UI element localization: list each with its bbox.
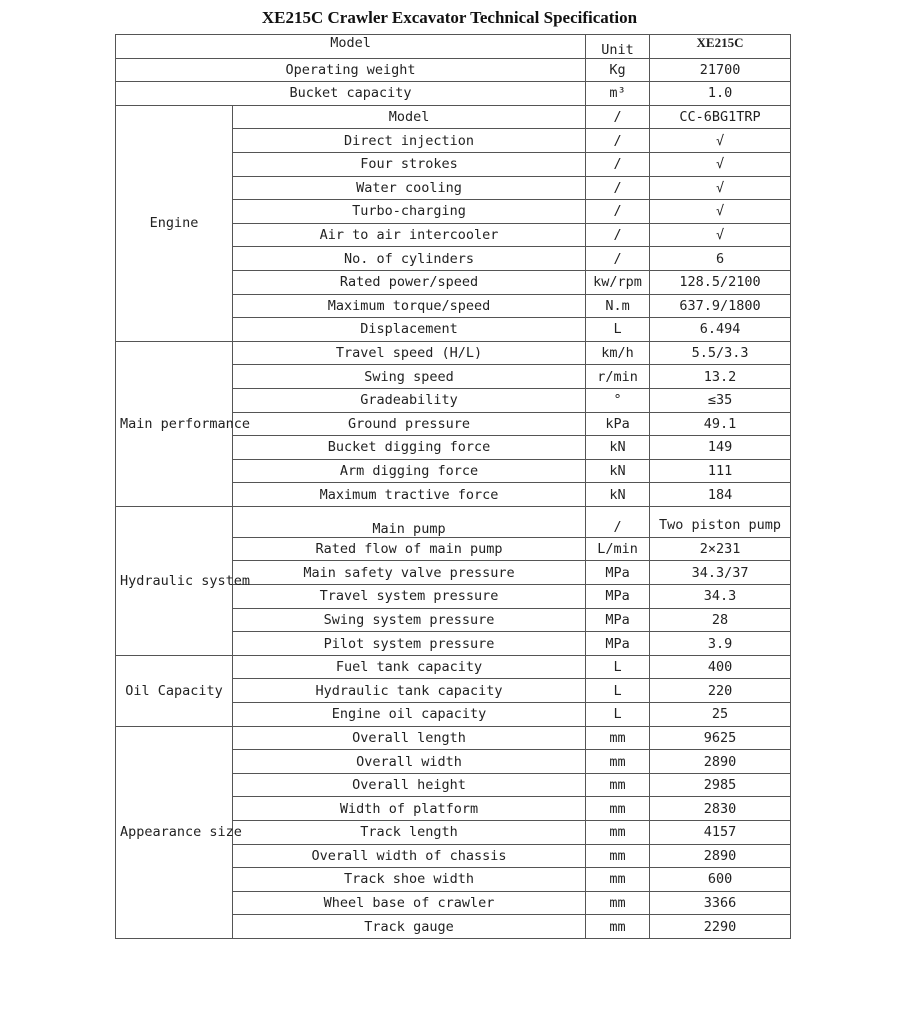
param-unit: mm [586, 868, 650, 892]
param-name: No. of cylinders [233, 247, 586, 271]
group-label: Main performance [116, 341, 233, 506]
param-name: Main safety valve pressure [233, 561, 586, 585]
table-row [116, 506, 791, 537]
param-value: 49.1 [650, 412, 791, 436]
param-name: Fuel tank capacity [233, 655, 586, 679]
param-unit: L [586, 655, 650, 679]
header-model: Model [116, 35, 586, 59]
param-unit: N.m [586, 294, 650, 318]
param-value: 220 [650, 679, 791, 703]
param-unit: kPa [586, 412, 650, 436]
param-value: 13.2 [650, 365, 791, 389]
param-unit: mm [586, 726, 650, 750]
param-value: 2890 [650, 844, 791, 868]
param-unit: L [586, 679, 650, 703]
param-unit: mm [586, 821, 650, 845]
param-name: Travel system pressure [233, 585, 586, 609]
param-name: Hydraulic tank capacity [233, 679, 586, 703]
param-value: 25 [650, 703, 791, 727]
param-unit: MPa [586, 632, 650, 656]
param-value: ≤35 [650, 388, 791, 412]
param-unit: km/h [586, 341, 650, 365]
param-unit: / [586, 176, 650, 200]
document-title: XE215C Crawler Excavator Technical Specification [261, 8, 638, 27]
param-unit: / [586, 152, 650, 176]
param-name: Displacement [233, 318, 586, 342]
param-unit: r/min [586, 365, 650, 389]
param-unit: / [586, 247, 650, 271]
param-value: 6 [650, 247, 791, 271]
param-value: 111 [650, 459, 791, 483]
param-value: 6.494 [650, 318, 791, 342]
param-name: Arm digging force [233, 459, 586, 483]
param-name: Air to air intercooler [233, 223, 586, 247]
param-unit: ° [586, 388, 650, 412]
param-value: √ [650, 176, 791, 200]
param-unit: MPa [586, 585, 650, 609]
param-name: Travel speed (H/L) [233, 341, 586, 365]
group-label: Appearance size [116, 726, 233, 938]
param-unit: L/min [586, 537, 650, 561]
param-value: 2985 [650, 773, 791, 797]
param-value: 3.9 [650, 632, 791, 656]
table-row [116, 341, 791, 365]
param-value: Two piston pump [650, 506, 791, 537]
param-unit: Kg [586, 58, 650, 82]
param-unit: L [586, 318, 650, 342]
param-name: Pilot system pressure [233, 632, 586, 656]
param-unit: mm [586, 773, 650, 797]
param-unit: mm [586, 750, 650, 774]
param-name: Overall width of chassis [233, 844, 586, 868]
param-name: Bucket digging force [233, 436, 586, 460]
group-label: Engine [116, 105, 233, 341]
param-value: 28 [650, 608, 791, 632]
param-name: Gradeability [233, 388, 586, 412]
param-unit: / [586, 223, 650, 247]
table-row [116, 58, 791, 82]
param-name: Swing speed [233, 365, 586, 389]
param-value: 1.0 [650, 82, 791, 106]
param-value: CC-6BG1TRP [650, 105, 791, 129]
param-value: 5.5/3.3 [650, 341, 791, 365]
param-value: √ [650, 200, 791, 224]
param-name: Overall length [233, 726, 586, 750]
param-value: 21700 [650, 58, 791, 82]
param-value: 400 [650, 655, 791, 679]
param-value: 637.9/1800 [650, 294, 791, 318]
param-value: 3366 [650, 891, 791, 915]
param-name: Track gauge [233, 915, 586, 939]
param-value: √ [650, 129, 791, 153]
param-name: Operating weight [116, 58, 586, 82]
header-model-value: XE215C [650, 35, 791, 59]
param-value: 2×231 [650, 537, 791, 561]
param-unit: mm [586, 844, 650, 868]
param-name: Track length [233, 821, 586, 845]
header-unit: Unit [586, 35, 650, 59]
param-name: Rated flow of main pump [233, 537, 586, 561]
param-value: √ [650, 223, 791, 247]
param-name: Model [233, 105, 586, 129]
param-name: Direct injection [233, 129, 586, 153]
table-row [116, 82, 791, 106]
param-value: 2890 [650, 750, 791, 774]
table-row [116, 726, 791, 750]
param-unit: mm [586, 891, 650, 915]
param-unit: kN [586, 436, 650, 460]
table-row [116, 655, 791, 679]
param-name: Width of platform [233, 797, 586, 821]
param-name: Water cooling [233, 176, 586, 200]
param-name: Overall height [233, 773, 586, 797]
param-name: Wheel base of crawler [233, 891, 586, 915]
param-value: 4157 [650, 821, 791, 845]
param-name: Bucket capacity [116, 82, 586, 106]
param-unit: / [586, 129, 650, 153]
param-name: Four strokes [233, 152, 586, 176]
param-name: Maximum torque/speed [233, 294, 586, 318]
param-value: 184 [650, 483, 791, 507]
param-value: 2290 [650, 915, 791, 939]
param-value: 34.3/37 [650, 561, 791, 585]
param-value: 9625 [650, 726, 791, 750]
param-name: Turbo-charging [233, 200, 586, 224]
param-value: 149 [650, 436, 791, 460]
param-unit: kN [586, 459, 650, 483]
param-unit: MPa [586, 561, 650, 585]
param-name: Engine oil capacity [233, 703, 586, 727]
spec-table [115, 34, 791, 939]
param-unit: / [586, 506, 650, 537]
param-value: 2830 [650, 797, 791, 821]
param-unit: / [586, 105, 650, 129]
param-name: Main pump [233, 506, 586, 537]
group-label: Hydraulic system [116, 506, 233, 655]
spec-table-body [116, 35, 791, 939]
param-name: Swing system pressure [233, 608, 586, 632]
param-name: Ground pressure [233, 412, 586, 436]
param-unit: kN [586, 483, 650, 507]
param-unit: MPa [586, 608, 650, 632]
table-row [116, 105, 791, 129]
group-label: Oil Capacity [116, 655, 233, 726]
param-value: 34.3 [650, 585, 791, 609]
param-unit: mm [586, 797, 650, 821]
param-value: √ [650, 152, 791, 176]
param-unit: / [586, 200, 650, 224]
param-value: 600 [650, 868, 791, 892]
param-name: Track shoe width [233, 868, 586, 892]
param-name: Maximum tractive force [233, 483, 586, 507]
param-unit: mm [586, 915, 650, 939]
param-unit: L [586, 703, 650, 727]
table-header-row [116, 35, 791, 59]
param-value: 128.5/2100 [650, 270, 791, 294]
param-name: Rated power/speed [233, 270, 586, 294]
param-name: Overall width [233, 750, 586, 774]
param-unit: m³ [586, 82, 650, 106]
param-unit: kw/rpm [586, 270, 650, 294]
